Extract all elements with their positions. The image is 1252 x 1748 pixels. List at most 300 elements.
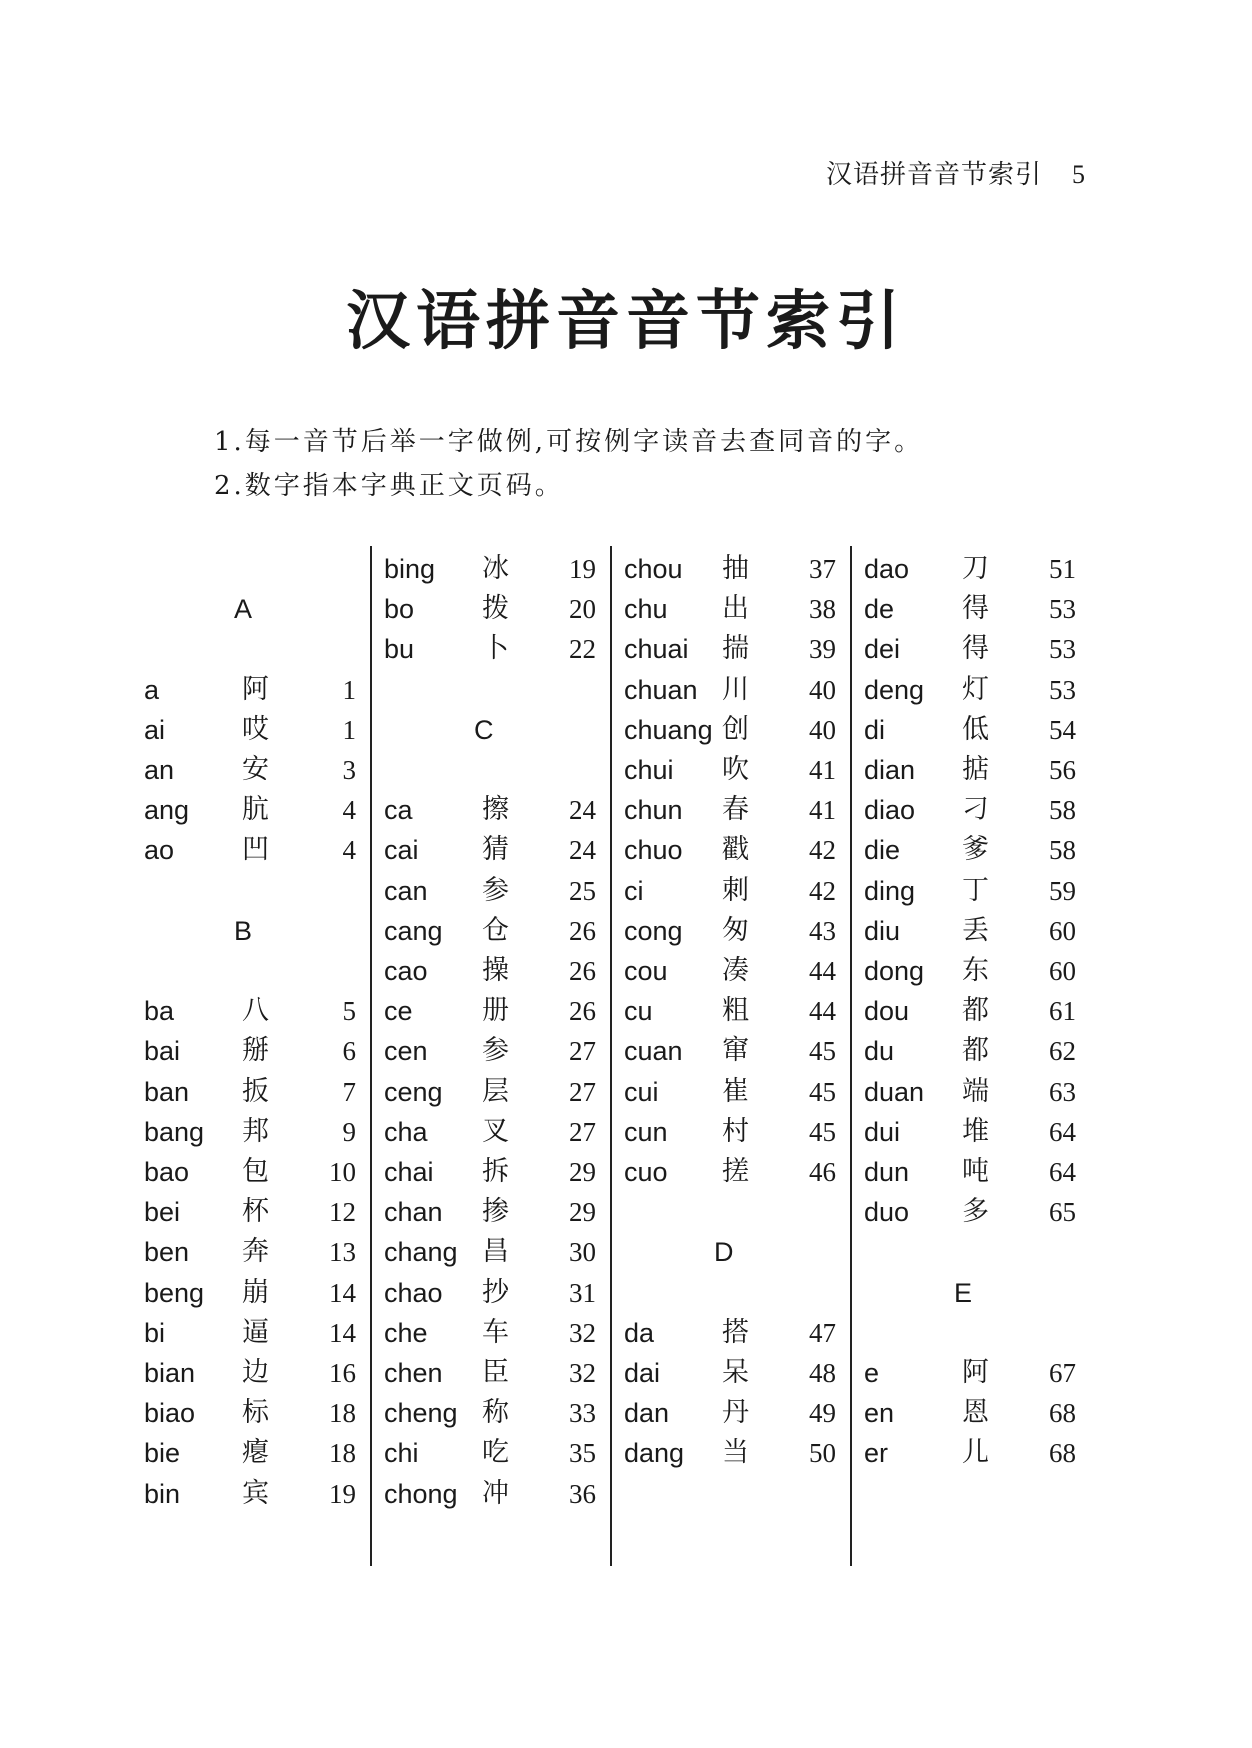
- example-character: 得: [962, 593, 989, 624]
- section-letter: [138, 588, 364, 630]
- pinyin-syllable: bei: [144, 1197, 181, 1227]
- page-reference: 63: [1049, 1077, 1076, 1107]
- index-entry: [618, 1432, 844, 1474]
- index-entry: [378, 588, 604, 630]
- page-reference: 18: [329, 1398, 356, 1428]
- index-entry: [858, 1392, 1084, 1434]
- page-reference: 32: [569, 1318, 596, 1348]
- pinyin-syllable: che: [384, 1318, 428, 1348]
- index-entry: [618, 950, 844, 992]
- index-entry: [378, 1392, 604, 1434]
- example-character: 低: [962, 714, 989, 745]
- pinyin-syllable: ai: [144, 715, 166, 745]
- index-entry: [618, 910, 844, 952]
- pinyin-syllable: ba: [144, 996, 175, 1026]
- example-character: 册: [482, 995, 509, 1026]
- page-reference: 41: [809, 795, 836, 825]
- note-line: 1.每一音节后举一字做例,可按例字读音去查同音的字。: [214, 427, 924, 457]
- page-reference: 60: [1049, 916, 1076, 946]
- example-character: 臣: [482, 1357, 509, 1388]
- index-entry: [618, 669, 844, 711]
- pinyin-syllable: er: [864, 1438, 889, 1468]
- page-reference: 19: [329, 1479, 356, 1509]
- example-character: 猜: [482, 834, 509, 865]
- pinyin-syllable: du: [864, 1036, 895, 1066]
- section-letter-label: D: [714, 1237, 734, 1267]
- pinyin-syllable: die: [864, 835, 901, 865]
- index-entry: [858, 910, 1084, 952]
- index-entry: [138, 1392, 364, 1434]
- index-entry: [378, 910, 604, 952]
- example-character: 恩: [962, 1397, 989, 1428]
- page-reference: 20: [569, 594, 596, 624]
- index-entry: [858, 1352, 1084, 1394]
- example-character: 昌: [482, 1236, 509, 1267]
- example-character: 得: [962, 633, 989, 664]
- index-entry: [138, 1231, 364, 1273]
- index-entry: [618, 1352, 844, 1394]
- pinyin-syllable: chuo: [624, 835, 683, 865]
- pinyin-syllable: de: [864, 594, 895, 624]
- pinyin-syllable: bi: [144, 1318, 166, 1348]
- page-reference: 13: [329, 1237, 356, 1267]
- example-character: 匆: [722, 915, 749, 946]
- page-reference: 58: [1049, 835, 1076, 865]
- pinyin-syllable: dao: [864, 554, 910, 584]
- pinyin-syllable: ang: [144, 795, 190, 825]
- example-character: 呆: [722, 1357, 749, 1388]
- example-character: 村: [722, 1116, 749, 1147]
- page-reference: 60: [1049, 956, 1076, 986]
- page-reference: 64: [1049, 1157, 1076, 1187]
- pinyin-syllable: duan: [864, 1077, 925, 1107]
- syllable-index: [144, 548, 1092, 1568]
- running-head: [826, 154, 1086, 191]
- index-entry: [858, 1191, 1084, 1233]
- pinyin-syllable: ceng: [384, 1077, 443, 1107]
- index-entry: [378, 1111, 604, 1153]
- index-entry: [138, 749, 364, 791]
- page-reference: 44: [809, 956, 836, 986]
- pinyin-syllable: cou: [624, 956, 668, 986]
- example-character: 揣: [722, 633, 749, 664]
- pinyin-syllable: ce: [384, 996, 413, 1026]
- pinyin-syllable: cuan: [624, 1036, 683, 1066]
- example-character: 爹: [962, 834, 989, 865]
- pinyin-syllable: en: [864, 1398, 895, 1428]
- index-entry: [618, 789, 844, 831]
- example-character: 抄: [482, 1277, 509, 1308]
- page-reference: 22: [569, 634, 596, 664]
- example-character: 车: [482, 1317, 509, 1348]
- pinyin-syllable: dun: [864, 1157, 910, 1187]
- index-entry: [138, 1473, 364, 1515]
- page-reference: 27: [569, 1036, 596, 1066]
- example-character: 扳: [242, 1076, 269, 1107]
- pinyin-syllable: bao: [144, 1157, 190, 1187]
- index-entry: [378, 1231, 604, 1273]
- page-reference: 16: [329, 1358, 356, 1388]
- section-letter-label: C: [474, 715, 494, 745]
- example-character: 崔: [722, 1076, 749, 1107]
- page-reference: 41: [809, 755, 836, 785]
- index-entry: [858, 669, 1084, 711]
- page-reference: 53: [1049, 675, 1076, 705]
- pinyin-syllable: bang: [144, 1117, 205, 1147]
- page-reference: 33: [569, 1398, 596, 1428]
- example-character: 哎: [242, 714, 269, 745]
- section-letter-label: A: [234, 594, 253, 624]
- pinyin-syllable: cen: [384, 1036, 428, 1066]
- page-reference: 14: [329, 1318, 356, 1348]
- pinyin-syllable: chui: [624, 755, 674, 785]
- page-reference: 6: [342, 1036, 356, 1066]
- index-entry: [618, 709, 844, 751]
- page-reference: 58: [1049, 795, 1076, 825]
- example-character: 刺: [722, 875, 749, 906]
- index-entry: [618, 1071, 844, 1113]
- page-reference: 36: [569, 1479, 596, 1509]
- pinyin-syllable: dai: [624, 1358, 661, 1388]
- pinyin-syllable: chuan: [624, 675, 698, 705]
- pinyin-syllable: dui: [864, 1117, 901, 1147]
- pinyin-syllable: chuang: [624, 715, 713, 745]
- index-entry: [858, 1071, 1084, 1113]
- index-entry: [618, 628, 844, 670]
- page-reference: 14: [329, 1278, 356, 1308]
- page-reference: 12: [329, 1197, 356, 1227]
- page-reference: 45: [809, 1036, 836, 1066]
- example-character: 东: [962, 955, 989, 986]
- index-entry: [378, 548, 604, 590]
- pinyin-syllable: dan: [624, 1398, 670, 1428]
- example-character: 吃: [482, 1437, 509, 1468]
- page-reference: 68: [1049, 1398, 1076, 1428]
- page-reference: 9: [342, 1117, 356, 1147]
- pinyin-syllable: chai: [384, 1157, 434, 1187]
- index-entry: [378, 1151, 604, 1193]
- pinyin-syllable: beng: [144, 1278, 205, 1308]
- page-reference: 27: [569, 1117, 596, 1147]
- page-reference: 45: [809, 1077, 836, 1107]
- page-reference: 19: [569, 554, 596, 584]
- pinyin-syllable: chong: [384, 1479, 458, 1509]
- column-divider: [850, 546, 852, 1566]
- column-divider: [370, 546, 372, 1566]
- page-reference: 42: [809, 876, 836, 906]
- example-character: 都: [962, 995, 989, 1026]
- index-entry: [378, 1352, 604, 1394]
- page-reference: 25: [569, 876, 596, 906]
- example-character: 安: [242, 754, 269, 785]
- example-character: 出: [722, 593, 749, 624]
- page-reference: 5: [342, 996, 356, 1026]
- pinyin-syllable: dang: [624, 1438, 685, 1468]
- index-entry: [618, 1111, 844, 1153]
- pinyin-syllable: bo: [384, 594, 415, 624]
- example-character: 戳: [722, 834, 749, 865]
- page-title: 汉语拼音音节索引: [346, 284, 906, 359]
- section-letter: [618, 1231, 844, 1273]
- column-divider: [610, 546, 612, 1566]
- page-reference: 1: [342, 715, 356, 745]
- page-reference: 35: [569, 1438, 596, 1468]
- page-reference: 68: [1049, 1438, 1076, 1468]
- index-entry: [858, 990, 1084, 1032]
- usage-notes: [214, 420, 923, 508]
- pinyin-syllable: bai: [144, 1036, 181, 1066]
- pinyin-syllable: cuo: [624, 1157, 668, 1187]
- page-reference: 7: [342, 1077, 356, 1107]
- example-character: 凹: [242, 834, 269, 865]
- index-entry: [378, 1432, 604, 1474]
- pinyin-syllable: diu: [864, 916, 901, 946]
- index-entry: [138, 1151, 364, 1193]
- page-reference: 42: [809, 835, 836, 865]
- index-entry: [378, 1312, 604, 1354]
- section-letter: [378, 709, 604, 751]
- page-reference: 48: [809, 1358, 836, 1388]
- index-entry: [378, 990, 604, 1032]
- pinyin-syllable: bian: [144, 1358, 196, 1388]
- pinyin-syllable: duo: [864, 1197, 910, 1227]
- page-reference: 54: [1049, 715, 1076, 745]
- index-entry: [378, 829, 604, 871]
- example-character: 凑: [722, 955, 749, 986]
- example-character: 刁: [962, 794, 989, 825]
- index-entry: [378, 950, 604, 992]
- example-character: 参: [482, 875, 509, 906]
- pinyin-syllable: chou: [624, 554, 683, 584]
- page-reference: 50: [809, 1438, 836, 1468]
- pinyin-syllable: dou: [864, 996, 910, 1026]
- page-reference: 64: [1049, 1117, 1076, 1147]
- index-entry: [858, 588, 1084, 630]
- page-reference: 26: [569, 916, 596, 946]
- pinyin-syllable: diao: [864, 795, 916, 825]
- page-reference: 61: [1049, 996, 1076, 1026]
- index-entry: [378, 1071, 604, 1113]
- page-reference: 44: [809, 996, 836, 1026]
- page-reference: 1: [342, 675, 356, 705]
- example-character: 抽: [722, 553, 749, 584]
- index-entry: [858, 709, 1084, 751]
- index-entry: [858, 870, 1084, 912]
- example-character: 卜: [482, 633, 509, 664]
- example-character: 层: [482, 1076, 509, 1107]
- index-entry: [138, 789, 364, 831]
- page-reference: 59: [1049, 876, 1076, 906]
- example-character: 包: [242, 1156, 269, 1187]
- page-reference: 40: [809, 715, 836, 745]
- pinyin-syllable: chang: [384, 1237, 458, 1267]
- example-character: 标: [242, 1397, 269, 1428]
- running-head-title: 汉语拼音音节索引: [825, 160, 1042, 190]
- index-entry: [138, 1312, 364, 1354]
- pinyin-syllable: e: [864, 1358, 880, 1388]
- pinyin-syllable: ci: [624, 876, 644, 906]
- index-entry: [138, 669, 364, 711]
- pinyin-syllable: chao: [384, 1278, 443, 1308]
- index-entry: [858, 789, 1084, 831]
- page-reference: 40: [809, 675, 836, 705]
- pinyin-syllable: cu: [624, 996, 653, 1026]
- example-character: 冰: [482, 553, 509, 584]
- example-character: 当: [722, 1437, 749, 1468]
- example-character: 掺: [482, 1196, 509, 1227]
- pinyin-syllable: chu: [624, 594, 668, 624]
- page-reference: 47: [809, 1318, 836, 1348]
- example-character: 冲: [482, 1478, 509, 1509]
- example-character: 掂: [962, 754, 989, 785]
- example-character: 丁: [962, 875, 989, 906]
- example-character: 肮: [242, 794, 269, 825]
- pinyin-syllable: da: [624, 1318, 655, 1348]
- pinyin-syllable: cong: [624, 916, 683, 946]
- page-reference: 51: [1049, 554, 1076, 584]
- page-reference: 29: [569, 1157, 596, 1187]
- note-line: 2.数字指本字典正文页码。: [214, 471, 564, 501]
- example-character: 掰: [242, 1035, 269, 1066]
- section-letter-label: E: [954, 1278, 973, 1308]
- index-entry: [858, 1111, 1084, 1153]
- example-character: 堆: [962, 1116, 989, 1147]
- index-entry: [138, 1432, 364, 1474]
- page-number: 5: [1072, 160, 1086, 189]
- index-entry: [138, 1071, 364, 1113]
- index-entry: [138, 990, 364, 1032]
- pinyin-syllable: cai: [384, 835, 419, 865]
- index-entry: [858, 950, 1084, 992]
- example-character: 春: [722, 794, 749, 825]
- pinyin-syllable: chen: [384, 1358, 443, 1388]
- index-entry: [858, 1151, 1084, 1193]
- example-character: 阿: [242, 674, 269, 705]
- index-entry: [858, 1030, 1084, 1072]
- index-entry: [858, 548, 1084, 590]
- page-reference: 4: [342, 835, 356, 865]
- example-character: 擦: [482, 794, 509, 825]
- index-entry: [138, 1272, 364, 1314]
- pinyin-syllable: bin: [144, 1479, 181, 1509]
- index-entry: [138, 1191, 364, 1233]
- example-character: 搓: [722, 1156, 749, 1187]
- page-reference: 27: [569, 1077, 596, 1107]
- pinyin-syllable: bing: [384, 554, 436, 584]
- example-character: 奔: [242, 1236, 269, 1267]
- page-reference: 24: [569, 835, 596, 865]
- section-letter: [858, 1272, 1084, 1314]
- index-entry: [378, 1473, 604, 1515]
- example-character: 边: [242, 1357, 269, 1388]
- example-character: 崩: [242, 1277, 269, 1308]
- index-entry: [378, 1191, 604, 1233]
- pinyin-syllable: cui: [624, 1077, 659, 1107]
- page-reference: 65: [1049, 1197, 1076, 1227]
- index-entry: [138, 709, 364, 751]
- example-character: 丢: [962, 915, 989, 946]
- index-entry: [858, 829, 1084, 871]
- pinyin-syllable: dei: [864, 634, 901, 664]
- pinyin-syllable: cang: [384, 916, 443, 946]
- index-entry: [378, 870, 604, 912]
- example-character: 阿: [962, 1357, 989, 1388]
- example-character: 杯: [242, 1196, 269, 1227]
- pinyin-syllable: cao: [384, 956, 428, 986]
- pinyin-syllable: chuai: [624, 634, 689, 664]
- pinyin-syllable: chi: [384, 1438, 419, 1468]
- pinyin-syllable: a: [144, 675, 160, 705]
- pinyin-syllable: bu: [384, 634, 415, 664]
- index-entry: [618, 870, 844, 912]
- pinyin-syllable: ding: [864, 876, 916, 906]
- example-character: 多: [962, 1196, 989, 1227]
- example-character: 瘪: [242, 1437, 269, 1468]
- index-entry: [618, 829, 844, 871]
- index-entry: [618, 1151, 844, 1193]
- page-reference: 30: [569, 1237, 596, 1267]
- page-reference: 53: [1049, 594, 1076, 624]
- page-reference: 49: [809, 1398, 836, 1428]
- page-reference: 32: [569, 1358, 596, 1388]
- example-character: 窜: [722, 1035, 749, 1066]
- page-reference: 67: [1049, 1358, 1076, 1388]
- pinyin-syllable: ben: [144, 1237, 190, 1267]
- index-entry: [858, 1432, 1084, 1474]
- pinyin-syllable: cun: [624, 1117, 668, 1147]
- page-reference: 38: [809, 594, 836, 624]
- example-character: 粗: [722, 995, 749, 1026]
- example-character: 儿: [962, 1437, 989, 1468]
- example-character: 八: [242, 995, 269, 1026]
- index-entry: [618, 1312, 844, 1354]
- page-reference: 3: [342, 755, 356, 785]
- pinyin-syllable: ca: [384, 795, 413, 825]
- index-entry: [378, 628, 604, 670]
- section-letter: [138, 910, 364, 952]
- page-reference: 29: [569, 1197, 596, 1227]
- example-character: 逼: [242, 1317, 269, 1348]
- pinyin-syllable: cha: [384, 1117, 428, 1147]
- page-reference: 56: [1049, 755, 1076, 785]
- page-reference: 26: [569, 996, 596, 1026]
- pinyin-syllable: bie: [144, 1438, 181, 1468]
- index-entry: [138, 1030, 364, 1072]
- page-reference: 37: [809, 554, 836, 584]
- index-entry: [378, 1272, 604, 1314]
- pinyin-syllable: chan: [384, 1197, 443, 1227]
- index-entry: [138, 1352, 364, 1394]
- page-reference: 43: [809, 916, 836, 946]
- example-character: 川: [722, 674, 749, 705]
- index-entry: [138, 1111, 364, 1153]
- section-letter-label: B: [234, 916, 253, 946]
- page-reference: 10: [329, 1157, 356, 1187]
- index-entry: [138, 829, 364, 871]
- index-entry: [618, 588, 844, 630]
- example-character: 仓: [482, 915, 509, 946]
- page-reference: 45: [809, 1117, 836, 1147]
- example-character: 宾: [242, 1478, 269, 1509]
- index-entry: [618, 1030, 844, 1072]
- page-reference: 39: [809, 634, 836, 664]
- index-entry: [618, 548, 844, 590]
- pinyin-syllable: dong: [864, 956, 925, 986]
- pinyin-syllable: ban: [144, 1077, 190, 1107]
- pinyin-syllable: can: [384, 876, 428, 906]
- page-reference: 4: [342, 795, 356, 825]
- example-character: 叉: [482, 1116, 509, 1147]
